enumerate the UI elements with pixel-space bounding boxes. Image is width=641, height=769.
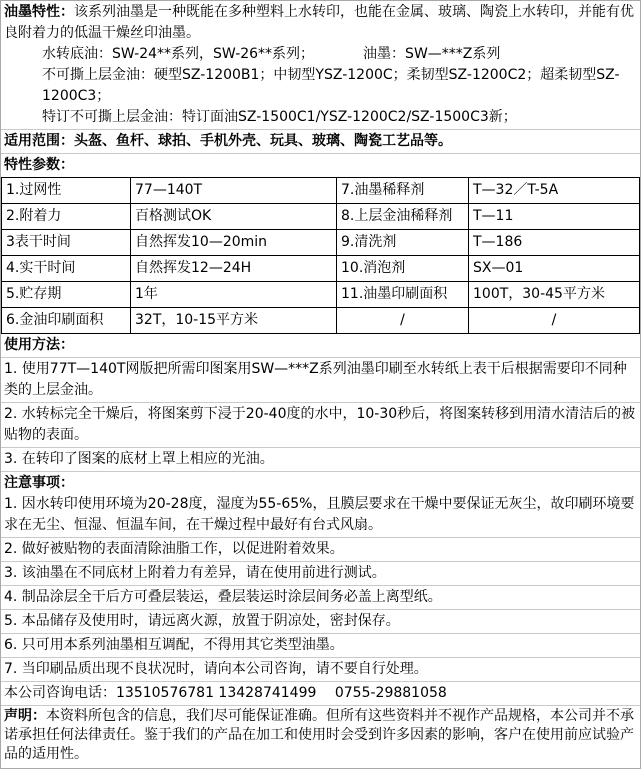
param-value-cell: 100T，30-45平方米 [469,282,640,308]
notes-item-4: 4. 制品涂层全干后方可叠层装运，叠层装运时涂层间务必盖上离型纸。 [1,586,640,610]
ink-properties-label: 油墨特性： [4,4,74,20]
param-value-cell: T—186 [469,230,640,256]
params-row [2,256,640,282]
param-label-cell: 5.贮存期 [2,282,131,308]
param-empty-cell: / [337,308,469,334]
param-label-cell: 8.上层金油稀释剂 [337,204,469,230]
section-notes-first [1,472,640,538]
ink-properties-line-base-oil: 水转底油：SW-24**系列，SW-26**系列； 油墨：SW—***Z系列 [42,46,501,62]
statement-text: 本资料所包含的信息，我们尽可能保证准确。但所有这些资料并不视作产品规格，本公司并不承诺承担任何法律责任。鉴于我们的产品在加工和使用时会受到许多因素的影响，客户在使用前应试验产品的适用性。 [4,708,634,762]
param-label-cell: 2.附着力 [2,204,131,230]
notes-item-2: 2. 做好被贴物的表面清除油脂工作，以促进附着效果。 [1,538,640,562]
param-value-cell: 77—140T [131,178,337,204]
params-row [2,230,640,256]
notes-item-5: 5. 本品储存及使用时，请远离火源，放置于阴凉处，密封保存。 [1,610,640,634]
notes-item-3: 3. 该油墨在不同底材上附着力有差异，请在使用前进行测试。 [1,562,640,586]
notes-heading: 注意事项： [4,475,74,491]
notes-item-6: 6. 只可用本系列油墨相互调配，不得用其它类型油墨。 [1,634,640,658]
notes-item-7: 7. 当印刷品质出现不良状况时，请向本公司咨询，请不要自行处理。 [1,658,640,682]
parameters-heading: 特性参数： [4,157,74,173]
param-value-cell: 1年 [131,282,337,308]
param-value-cell: 自然挥发12—24H [131,256,337,282]
params-row [2,178,640,204]
param-label-cell: 4.实干时间 [2,256,131,282]
param-label-cell: 9.清洗剂 [337,230,469,256]
ink-properties-line-top-oil: 不可撕上层金油：硬型SZ-1200B1；中韧型YSZ-1200C；柔韧型SZ-1200C2；超柔韧型SZ-1200C3； [42,67,620,104]
statement-label: 声明： [4,708,46,724]
param-value-cell: T—32／T-5A [469,178,640,204]
param-label-cell: 11.油墨印刷面积 [337,282,469,308]
param-label-cell: 10.消泡剂 [337,256,469,282]
usage-item-2: 2. 水转标完全干燥后，将图案剪下浸于20-40度的水中，10-30秒后，将图案转移到用清水清洁后的被贴物的表面。 [1,403,640,448]
param-label-cell: 3表干时间 [2,230,131,256]
param-value-cell: 32T，10-15平方米 [131,308,337,334]
contact-phone-line: 本公司咨询电话：13510576781 13428741499 0755-29881058 [1,682,640,706]
param-value-cell: 百格测试OK [131,204,337,230]
usage-item-3: 3. 在转印了图案的底材上罩上相应的光油。 [1,448,640,472]
ink-properties-description: 该系列油墨是一种既能在多种塑料上水转印，也能在金属、玻璃、陶瓷上水转印，并能有优良附着力的低温干燥丝印油墨。 [4,4,634,41]
section-application-scope [1,130,640,154]
section-parameters-heading [1,154,640,177]
section-statement [1,706,640,768]
ink-properties-line-custom-oil: 特订不可撕上层金油：特订面油SZ-1500C1/YSZ-1200C2/SZ-1500C3新； [42,109,517,125]
param-value-cell: 自然挥发10—20min [131,230,337,256]
application-scope-text: 适用范围：头盔、鱼杆、球拍、手机外壳、玩具、玻璃、陶瓷工艺品等。 [4,133,452,149]
parameters-table [1,177,640,334]
usage-item-1: 1. 使用77T—140T网版把所需印图案用SW—***Z系列油墨印刷至水转纸上表干后根据需要印不同种类的上层金油。 [1,358,640,403]
usage-heading: 使用方法： [4,337,74,353]
param-label-cell: 7.油墨稀释剂 [337,178,469,204]
notes-item-1: 1. 因水转印使用环境为20-28度，湿度为55-65%，且膜层要求在干燥中要保证无灰尘，故印刷环境要求在无尘、恒湿、恒温车间，在干燥过程中最好有台式风扇。 [4,496,635,533]
param-empty-cell: / [469,308,640,334]
section-usage-heading [1,334,640,358]
params-row [2,204,640,230]
params-row [2,308,640,334]
ink-properties-paragraph [4,2,637,44]
param-value-cell: T—11 [469,204,640,230]
param-value-cell: SX—01 [469,256,640,282]
section-ink-properties [1,1,640,130]
param-label-cell: 6.金油印刷面积 [2,308,131,334]
params-row [2,282,640,308]
param-label-cell: 1.过网性 [2,178,131,204]
